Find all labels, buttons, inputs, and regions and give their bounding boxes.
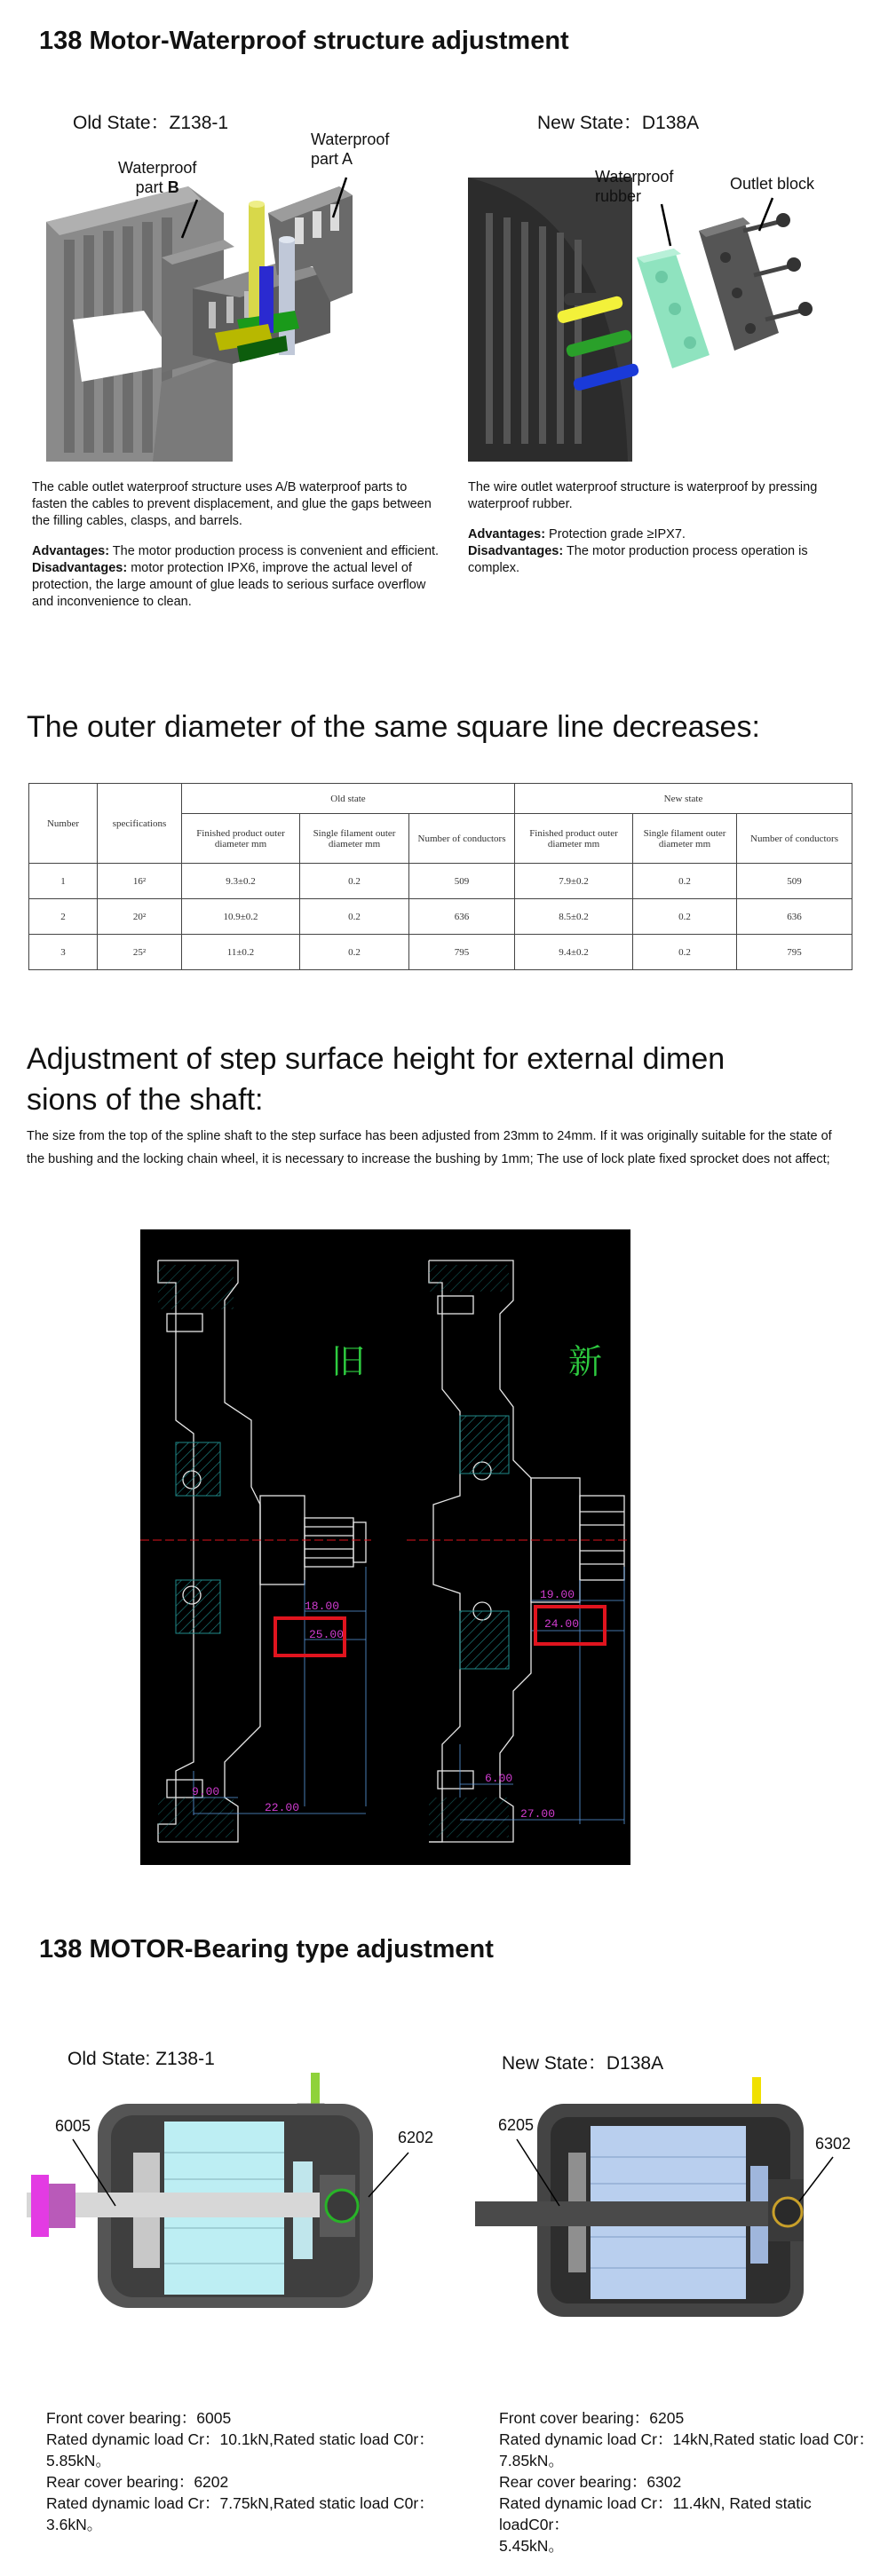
new-label: 新 xyxy=(568,1342,603,1381)
th-new-single: Single filament outer diameter mm xyxy=(633,814,737,864)
callout-b-letter: B xyxy=(167,178,179,196)
new-adv-text: Protection grade ≥IPX7. xyxy=(545,527,686,541)
new-adv-label: Advantages: xyxy=(468,527,546,541)
old-dis-text: motor protection IPX6, improve the actual level of protection, the large amount of glue leads to serious surface overflow and inconvenience to clean. xyxy=(32,561,426,609)
section3-title xyxy=(27,1039,725,1120)
callout-a-line2: part A xyxy=(311,150,353,168)
new-rear-bearing-label: 6302 xyxy=(815,2135,852,2153)
new-dis-text: The motor production process operation is complex. xyxy=(468,544,808,575)
old-dis-label: Disadvantages: xyxy=(32,561,128,575)
callout-rubber-line1: Waterproof xyxy=(595,168,674,186)
cell: 9.4±0.2 xyxy=(515,935,633,970)
new-dim-3: 6.00 xyxy=(485,1772,513,1785)
cell: 509 xyxy=(409,864,515,899)
th-old-state: Old state xyxy=(182,784,515,814)
th-new-state: New state xyxy=(515,784,852,814)
cell: 1 xyxy=(29,864,98,899)
old-description-text: The cable outlet waterproof structure uses A/B waterproof parts to fasten the cables to prevent displacement, and glue the gaps between the filling cables, clasps, and barrels. xyxy=(32,480,432,528)
old-callout-lines xyxy=(169,169,373,257)
cell: 25² xyxy=(98,935,182,970)
old-front-bearing-label: 6005 xyxy=(55,2117,91,2135)
old-bearing-callout-lines xyxy=(53,2135,453,2215)
old-bearing-specs xyxy=(46,2407,437,2535)
cell: 20² xyxy=(98,899,182,935)
cell: 3 xyxy=(29,935,98,970)
cell: 9.3±0.2 xyxy=(182,864,300,899)
cell: 0.2 xyxy=(300,899,409,935)
section3-title-line2: sions of the shaft: xyxy=(27,1083,264,1117)
cell: 11±0.2 xyxy=(182,935,300,970)
old-advantages xyxy=(32,543,440,560)
new-front-bearing-label: 6205 xyxy=(498,2116,535,2134)
old-adv-text: The motor production process is convenient and efficient. xyxy=(109,544,440,558)
callout-waterproof-part-a xyxy=(311,130,389,169)
old-dim-4: 22.00 xyxy=(265,1801,300,1814)
callout-b-line2: part xyxy=(135,178,163,196)
old-spec-line: Rear cover bearing：6202 xyxy=(46,2473,229,2491)
th-old-conductors: Number of conductors xyxy=(409,814,515,864)
old-rear-bearing-label: 6202 xyxy=(398,2129,434,2146)
old-dim-1: 18.00 xyxy=(305,1600,340,1613)
table-row xyxy=(29,935,852,970)
section2-title: The outer diameter of the same square line decreases: xyxy=(27,710,760,744)
callout-rubber-line2: rubber xyxy=(595,187,642,205)
old-dim-2: 25.00 xyxy=(309,1628,345,1641)
cell: 8.5±0.2 xyxy=(515,899,633,935)
cell: 16² xyxy=(98,864,182,899)
new-spec-line: Rated dynamic load Cr：11.4kN, Rated static loadC0r： xyxy=(499,2494,812,2533)
callout-outlet-block: Outlet block xyxy=(730,175,815,193)
th-number: Number xyxy=(29,784,98,864)
section3-title-line1: Adjustment of step surface height for external dimen xyxy=(27,1042,725,1076)
cell: 0.2 xyxy=(633,864,737,899)
cell: 795 xyxy=(409,935,515,970)
new-bearing-callout-lines xyxy=(497,2135,852,2215)
new-advantages xyxy=(468,526,859,543)
th-new-conductors: Number of conductors xyxy=(737,814,852,864)
new-spec-line: Front cover bearing：6205 xyxy=(499,2409,685,2427)
cell: 0.2 xyxy=(633,899,737,935)
section4-title: 138 MOTOR-Bearing type adjustment xyxy=(39,1935,494,1964)
th-old-finished: Finished product outer diameter mm xyxy=(182,814,300,864)
old-adv-label: Advantages: xyxy=(32,544,110,558)
th-spec: specifications xyxy=(98,784,182,864)
new-state-label: New State：D138A xyxy=(537,113,700,133)
new-dim-4: 27.00 xyxy=(520,1807,556,1821)
cell: 795 xyxy=(737,935,852,970)
cell: 636 xyxy=(737,899,852,935)
section3-body: The size from the top of the spline shaft to the step surface has been adjusted from 23mm to 24mm. If it was originally suitable for the state of the bushing and the locking chain wheel, it is necessary to increase the bushing by 1mm; The use of lock plate fixed sprocket does not affect; xyxy=(27,1129,832,1166)
table-row xyxy=(29,899,852,935)
cell: 0.2 xyxy=(300,935,409,970)
cell: 2 xyxy=(29,899,98,935)
old-dim-3: 9.00 xyxy=(192,1785,220,1798)
shaft-cad-drawing xyxy=(140,1229,630,1865)
bearing-old-state: Old State: Z138-1 xyxy=(67,2049,215,2069)
callout-a-line1: Waterproof xyxy=(311,130,390,148)
new-dim-2: 24.00 xyxy=(544,1617,580,1631)
new-spec-line: 7.85kN。 xyxy=(499,2452,564,2469)
cell: 10.9±0.2 xyxy=(182,899,300,935)
old-label: 旧 xyxy=(331,1342,366,1381)
old-spec-line: Rated dynamic load Cr：7.75kN,Rated static load C0r： xyxy=(46,2494,434,2512)
old-spec-line: Front cover bearing：6005 xyxy=(46,2409,232,2427)
old-spec-line: 3.6kN。 xyxy=(46,2516,103,2533)
old-disadvantages xyxy=(32,560,440,611)
cell: 7.9±0.2 xyxy=(515,864,633,899)
new-state-description xyxy=(468,479,859,577)
conductor-spec-table xyxy=(28,783,852,970)
new-description-text: The wire outlet waterproof structure is waterproof by pressing waterproof rubber. xyxy=(468,480,818,511)
new-dis-label: Disadvantages: xyxy=(468,544,564,558)
cell: 636 xyxy=(409,899,515,935)
callout-b-line1: Waterproof xyxy=(118,159,197,177)
table-row xyxy=(29,864,852,899)
bearing-new-state: New State：D138A xyxy=(502,2053,664,2074)
old-state-label: Old State：Z138-1 xyxy=(73,113,229,133)
cell: 509 xyxy=(737,864,852,899)
new-spec-line: Rear cover bearing：6302 xyxy=(499,2473,682,2491)
cell: 0.2 xyxy=(300,864,409,899)
old-spec-line: 5.85kN。 xyxy=(46,2452,111,2469)
th-old-single: Single filament outer diameter mm xyxy=(300,814,409,864)
th-new-finished: Finished product outer diameter mm xyxy=(515,814,633,864)
new-disadvantages xyxy=(468,543,859,577)
section1-title: 138 Motor-Waterproof structure adjustment xyxy=(39,27,569,55)
new-callout-lines xyxy=(639,191,790,253)
new-spec-line: 5.45kN。 xyxy=(499,2537,564,2555)
new-spec-line: Rated dynamic load Cr：14kN,Rated static load C0r： xyxy=(499,2430,875,2448)
cell: 0.2 xyxy=(633,935,737,970)
old-state-description xyxy=(32,479,440,611)
new-bearing-specs xyxy=(499,2407,881,2556)
new-dim-1: 19.00 xyxy=(540,1588,575,1601)
old-spec-line: Rated dynamic load Cr：10.1kN,Rated static load C0r： xyxy=(46,2430,434,2448)
